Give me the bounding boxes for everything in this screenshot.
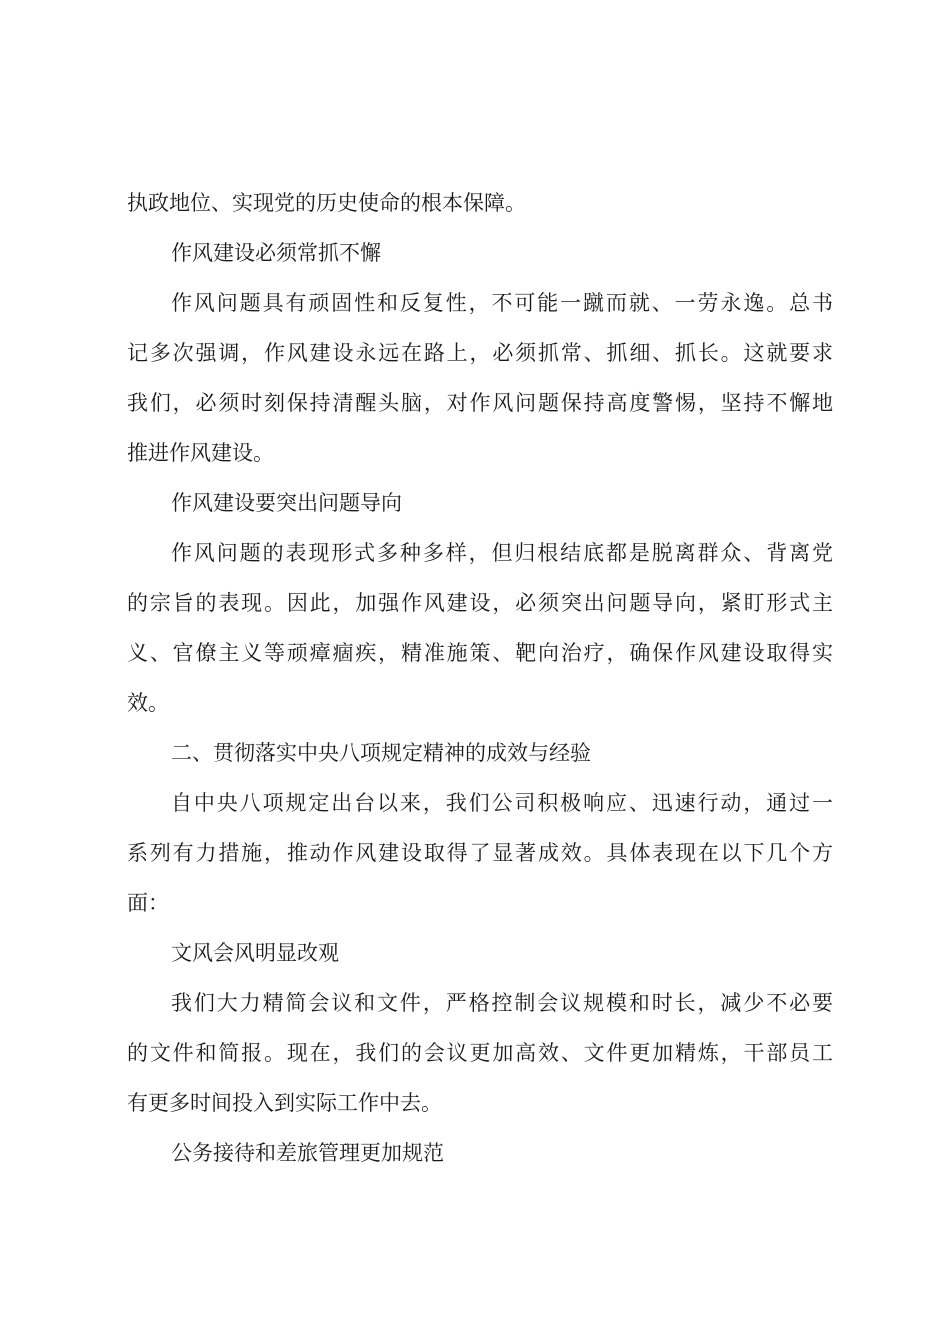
- text-line: 效。: [127, 691, 169, 715]
- text-line: 义、官僚主义等顽瘴痼疾，精准施策、靶向治疗，确保作风建设取得实: [127, 641, 833, 665]
- text-line: 我们，必须时刻保持清醒头脑，对作风问题保持高度警惕，坚持不懈地: [127, 391, 833, 415]
- text-line: 二、贯彻落实中央八项规定精神的成效与经验: [171, 741, 591, 765]
- text-line: 作风问题具有顽固性和反复性，不可能一蹴而就、一劳永逸。总书: [171, 291, 833, 315]
- text-line: 作风建设要突出问题导向: [171, 491, 402, 515]
- text-line: 作风建设必须常抓不懈: [171, 241, 381, 265]
- text-line: 我们大力精简会议和文件，严格控制会议规模和时长，减少不必要: [171, 991, 833, 1015]
- text-line: 自中央八项规定出台以来，我们公司积极响应、迅速行动，通过一: [171, 791, 833, 815]
- text-line: 作风问题的表现形式多种多样，但归根结底都是脱离群众、背离党: [171, 541, 833, 565]
- text-line: 推进作风建设。: [127, 441, 274, 465]
- text-line: 公务接待和差旅管理更加规范: [171, 1141, 444, 1165]
- text-line: 有更多时间投入到实际工作中去。: [127, 1091, 442, 1115]
- text-line: 文风会风明显改观: [171, 941, 339, 965]
- text-line: 的宗旨的表现。因此，加强作风建设，必须突出问题导向，紧盯形式主: [127, 591, 833, 615]
- text-line: 执政地位、实现党的历史使命的根本保障。: [127, 191, 526, 215]
- text-line: 面：: [127, 891, 169, 915]
- text-line: 系列有力措施，推动作风建设取得了显著成效。具体表现在以下几个方: [127, 841, 833, 865]
- text-line: 的文件和简报。现在，我们的会议更加高效、文件更加精炼，干部员工: [127, 1041, 833, 1065]
- document-body: [127, 178, 833, 1178]
- text-line: 记多次强调，作风建设永远在路上，必须抓常、抓细、抓长。这就要求: [127, 341, 833, 365]
